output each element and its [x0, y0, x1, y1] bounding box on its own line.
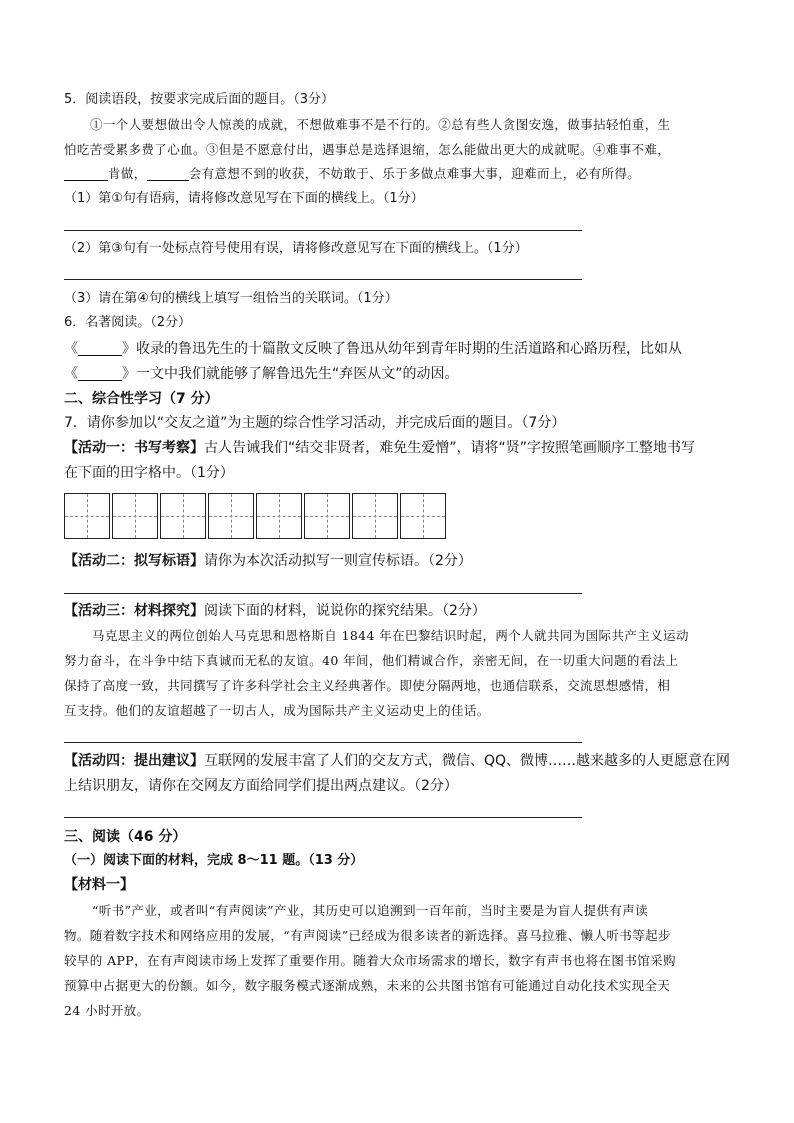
q5-passage-line2: 怕吃苦受累多费了心血。③但是不愿意付出，遇事总是选择退缩，怎么能做出更大的成就呢。④难事不难， [64, 142, 671, 157]
answer-line-q5-2[interactable] [64, 279, 582, 280]
material1-paragraph-4: 预算中占据更大的份额。如今，数字服务模式逐渐成熟，未来的公共图书馆有可能通过自动化技术实现全天 [64, 978, 671, 993]
q5-sub2: （2）第③句有一处标点符号使用有误，请将修改意见写在下面的横线上。（1分） [64, 241, 528, 256]
activity4-line2: 上结识朋友，请你在交网友方面给同学们提出两点建议。（2分） [64, 778, 458, 794]
tianzige-cell[interactable] [160, 493, 206, 539]
answer-line-activity3[interactable] [64, 742, 582, 743]
q6-line2 [64, 363, 459, 385]
activity1-line2: 在下面的田字格中。（1分） [64, 465, 234, 481]
material1-paragraph-5: 24 小时开放。 [64, 1003, 150, 1018]
q5-passage-line3-a: 肯做， [108, 166, 147, 181]
q6-line1 [64, 338, 682, 360]
q6-blank-1[interactable] [78, 341, 122, 356]
activity2-line [64, 550, 472, 572]
answer-line-activity2[interactable] [64, 593, 582, 594]
answer-line-activity4[interactable] [64, 817, 582, 818]
activity3-tag: 【活动三：材料探究】 [64, 603, 204, 619]
tianzige-cell[interactable] [400, 493, 446, 539]
activity2-text: 请你为本次活动拟写一则宣传标语。（2分） [204, 553, 472, 569]
material1-paragraph-1: “听书”产业，或者叫“有声阅读”产业，其历史可以追溯到一百年前，当时主要是为盲人提供有声读 [92, 903, 649, 918]
q5-sub1: （1）第①句有语病，请将修改意见写在下面的横线上。（1分） [64, 191, 424, 206]
section2-heading: 二、综合性学习（7 分） [64, 391, 219, 407]
tianzige-cell[interactable] [208, 493, 254, 539]
activity2-tag: 【活动二：拟写标语】 [64, 553, 204, 569]
q6-title: 6．名著阅读。（2分） [64, 315, 192, 330]
material1-paragraph-2: 物。随着数字技术和网络应用的发展，“有声阅读”已经成为很多读者的新选择。喜马拉雅、懒人听书等起步 [64, 928, 671, 943]
activity1-line1 [64, 437, 695, 459]
material1-label: 【材料一】 [64, 877, 134, 893]
q6-line2-open: 《 [64, 366, 78, 382]
q5-title: 5．阅读语段，按要求完成后面的题目。（3分） [64, 92, 335, 107]
activity3-passage-2: 努力奋斗，在斗争中结下真诚而无私的友谊。40 年间，他们精诚合作，亲密无间，在一切重大问题的看法上 [64, 653, 679, 668]
activity3-passage-1: 马克思主义的两位创始人马克思和恩格斯自 1844 年在巴黎结识时起，两个人就共同为国际共产主义运动 [92, 628, 689, 643]
activity4-text: 互联网的发展丰富了人们的交友方式，微信、QQ、微博……越来越多的人更愿意在网 [204, 753, 731, 769]
q6-line2-rest: 》一文中我们就能够了解鲁迅先生“弃医从文”的动因。 [122, 366, 459, 382]
q7-title: 7．请你参加以“交友之道”为主题的综合性学习活动，并完成后面的题目。（7分） [64, 415, 566, 431]
tianzige-cell[interactable] [112, 493, 158, 539]
activity1-text: 古人告诫我们“结交非贤者，难免生爱憎”，请将“贤”字按照笔画顺序工整地书写 [204, 440, 696, 456]
tianzige-cell[interactable] [64, 493, 110, 539]
q6-line1-rest: 》收录的鲁迅先生的十篇散文反映了鲁迅从幼年到青年时期的生活道路和心路历程，比如从 [122, 341, 682, 357]
q5-passage-line3-b: 会有意想不到的收获，不妨敢于、乐于多做点难事大事，迎难而上，必有所得。 [188, 166, 641, 181]
q5-sub3: （3）请在第④句的横线上填写一组恰当的关联词。（1分） [64, 291, 398, 306]
q5-passage-line1: ①一个人要想做出令人惊羡的成就，不想做难事不是不行的。②总有些人贪图安逸，做事拈轻怕重，生 [90, 117, 671, 132]
activity3-passage-3: 保持了高度一致，共同撰写了许多科学社会主义经典著作。即使分隔两地，也通信联系，交流思想感情，相 [64, 678, 671, 693]
q6-line1-open: 《 [64, 341, 78, 357]
q5-blank-1[interactable] [64, 166, 108, 181]
q5-passage-line3 [64, 163, 640, 185]
tianzige-cell[interactable] [256, 493, 302, 539]
section3-heading: 三、阅读（46 分） [64, 829, 187, 845]
answer-line-q5-1[interactable] [64, 230, 582, 231]
activity3-passage-4: 互支持。他们的友谊超越了一切古人，成为国际共产主义运动史上的佳话。 [64, 703, 490, 718]
q5-blank-2[interactable] [147, 166, 189, 181]
activity4-tag: 【活动四：提出建议】 [64, 753, 204, 769]
tianzige-grid [64, 493, 448, 539]
tianzige-cell[interactable] [352, 493, 398, 539]
q6-blank-2[interactable] [78, 366, 122, 381]
activity3-text: 阅读下面的材料，说说你的探究结果。（2分） [204, 603, 486, 619]
activity4-line1 [64, 750, 730, 772]
material1-paragraph-3: 较早的 APP，在有声阅读市场上发挥了重要作用。随着大众市场需求的增长，数字有声书也将在图书馆采购 [64, 953, 676, 968]
section3-subheading: （一）阅读下面的材料，完成 8～11 题。（13 分） [64, 853, 364, 868]
tianzige-cell[interactable] [304, 493, 350, 539]
activity1-tag: 【活动一：书写考察】 [64, 440, 204, 456]
activity3-line [64, 600, 486, 622]
